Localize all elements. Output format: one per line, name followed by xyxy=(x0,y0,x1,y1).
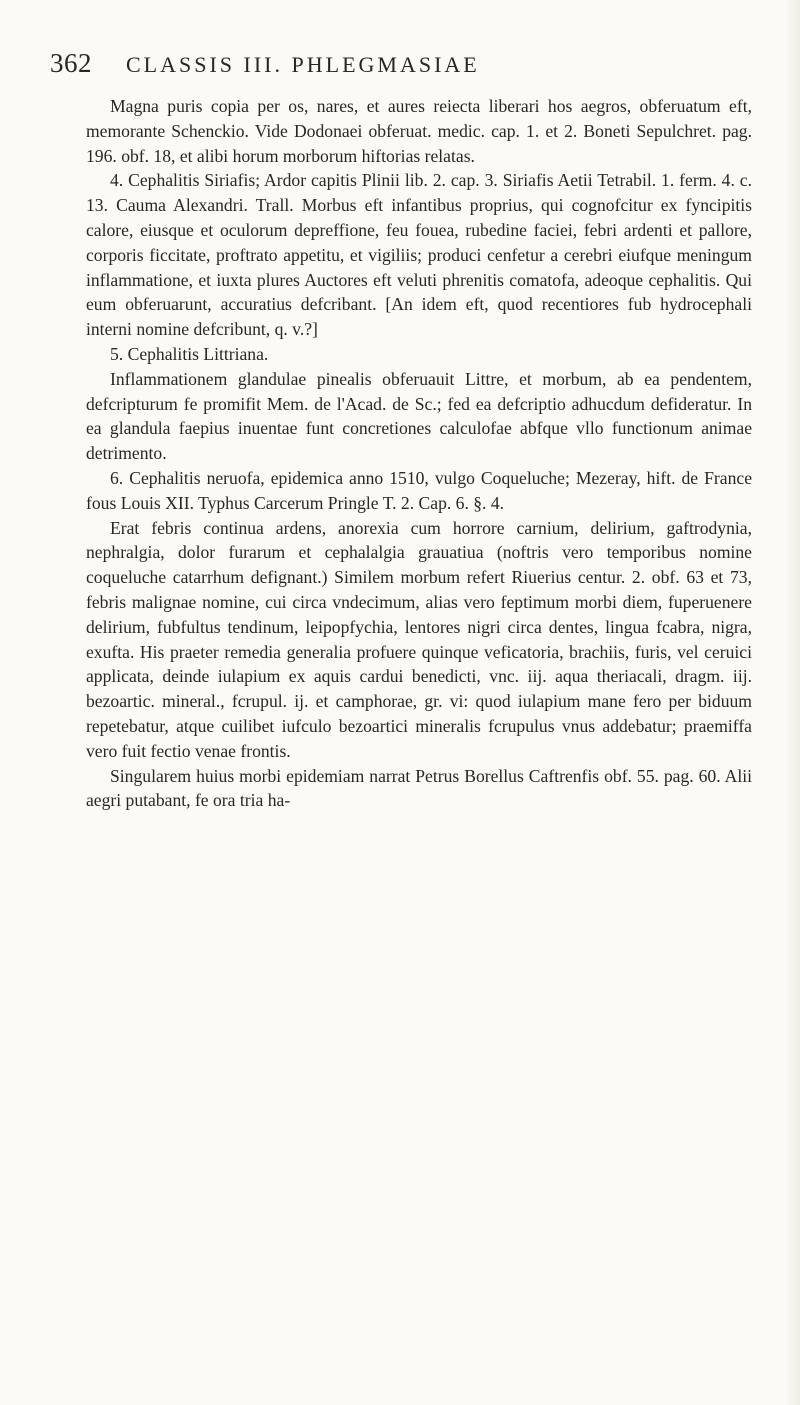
paragraph: Erat febris continua ardens, anorexia cum horrore carnium, delirium, gaftrodynia, nephralgia, dolor furarum et cephalalgia grauatiua (noftris vero temporibus nomine coqueluche catarrhum defignant.) Similem morbum refert Riuerius centur. 2. obf. 63 et 73, febris malignae nomine, cui circa vndecimum, alias vero feptimum morbi diem, fuperuenere delirium, fubfultus tendinum, leipopfychia, lentores nigri circa dentes, lingua fcabra, nigra, exufta. His praeter remedia generalia profuere quinque veficatoria, brachiis, furis, vel ceruici applicata, deinde iulapium ex aquis cardui benedicti, vnc. iij. aqua theriacali, dragm. iij. bezoartic. mineral., fcrupul. ij. et camphorae, gr. vi: quod iulapium mane fero per biduum repetebatur, atque cuilibet iufculo bezoartici mineralis fcrupulus vnus addebatur; praemiffa vero fuit fectio venae frontis. xyxy=(86,517,752,761)
page-header xyxy=(50,48,750,79)
paragraph: 4. Cephalitis Siriafis; Ardor capitis Plinii lib. 2. cap. 3. Siriafis Aetii Tetrabil. 1. ferm. 4. c. 13. Cauma Alexandri. Trall. Morbus eft infantibus proprius, qui cognofcitur ex fyncipitis calore, eiusque et oculorum depreffione, feu fouea, rubedine faciei, febri ardenti et pallore, corporis ficcitate, proftrato appetitu, et vigiliis; produci cenfetur a cerebri eiufque meningum inflammatione, et iuxta plures Auctores eft veluti phrenitis comatofa, adeoque cephalitis. Qui eum obferuarunt, accuratius defcribant. [An idem eft, quod recentiores fub hydrocephali interni nomine defcribunt, q. v.?] xyxy=(86,170,752,340)
paragraph: Magna puris copia per os, nares, et aures reiecta liberari hos aegros, obferuatum eft, memorante Schenckio. Vide Dodonaei obferuat. medic. cap. 1. et 2. Boneti Sepulchret. pag. 196. obf. 18, et alibi horum morborum hiftorias relatas. xyxy=(86,96,752,166)
paragraph: Singularem huius morbi epidemiam narrat Petrus Borellus Caftrenfis obf. 55. pag. 60. Alii aegri putabant, fe ora tria ha- xyxy=(86,765,752,811)
body-text xyxy=(86,94,752,813)
paragraph: Inflammationem glandulae pinealis obferuauit Littre, et morbum, ab ea pendentem, defcripturum fe promifit Mem. de l'Acad. de Sc.; fed ea defcriptio adhucdum defideratur. In ea glandula faepius inuentae funt concretiones calculofae abfque vllo functionum animae detrimento. xyxy=(86,368,752,464)
section-heading: 5. Cephalitis Littriana. xyxy=(110,343,269,364)
running-head: CLASSIS III. PHLEGMASIAE xyxy=(126,52,480,77)
page-edge-shadow xyxy=(786,0,800,1405)
section-heading: 6. Cephalitis neruofa, epidemica anno 1510, vulgo Coqueluche; Mezeray, hift. de France fous Louis XII. Typhus Carcerum Pringle T. 2. Cap. 6. §. 4. xyxy=(86,467,752,513)
page-number: 362 xyxy=(50,48,92,78)
